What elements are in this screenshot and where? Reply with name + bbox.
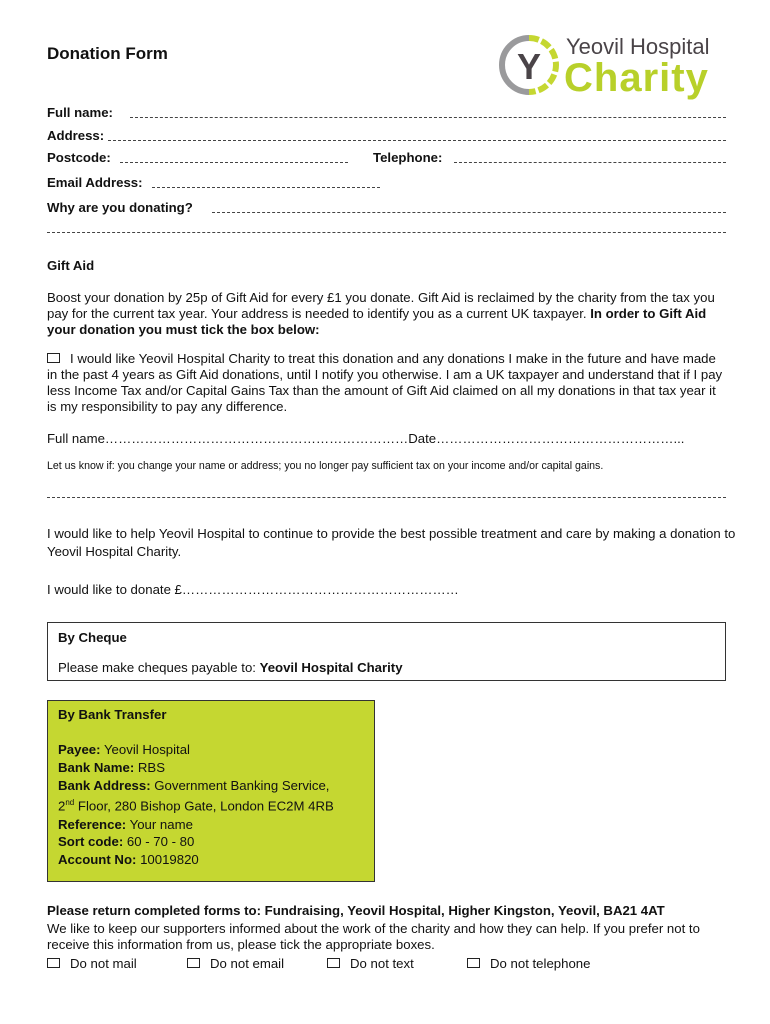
why-field[interactable] <box>212 212 726 213</box>
logo-emblem-icon <box>498 34 560 96</box>
bank-detail-row: Reference: Your name <box>58 816 193 832</box>
telephone-label: Telephone: <box>373 150 443 165</box>
bank-detail-row: 2nd Floor, 280 Bishop Gate, London EC2M 4RB <box>58 798 334 814</box>
checkbox[interactable] <box>467 958 480 968</box>
donate-amount-field[interactable]: I would like to donate £……………………………………………………… <box>47 582 459 597</box>
email-label: Email Address: <box>47 175 143 190</box>
cheque-text: Please make cheques payable to: Yeovil Hospital Charity <box>58 660 403 675</box>
address-label: Address: <box>47 128 105 143</box>
return-address: Please return completed forms to: Fundraising, Yeovil Hospital, Higher Kingston, Yeovil, BA21 4AT <box>47 903 665 918</box>
checkbox[interactable] <box>47 958 60 968</box>
gift-aid-notice: Let us know if: you change your name or address; you no longer pay sufficient tax on your income and/or capital gains. <box>47 460 604 472</box>
cheque-box <box>47 622 726 681</box>
postcode-label: Postcode: <box>47 150 111 165</box>
contact-option[interactable]: Do not email <box>187 956 284 971</box>
charity-logo <box>498 32 733 104</box>
bank-detail-row: Payee: Yeovil Hospital <box>58 742 190 757</box>
divider <box>47 497 726 498</box>
contact-option[interactable]: Do not mail <box>47 956 137 971</box>
full-name-label: Full name: <box>47 105 113 120</box>
postcode-field[interactable] <box>120 162 348 163</box>
bank-heading: By Bank Transfer <box>58 707 167 722</box>
cheque-heading: By Cheque <box>58 630 127 645</box>
contact-preferences-info: We like to keep our supporters informed about the work of the charity and how they can help. If you prefer not to receive this information from us, please tick the appropriate boxes. <box>47 921 700 952</box>
contact-option[interactable]: Do not telephone <box>467 956 590 971</box>
page-title: Donation Form <box>47 44 168 63</box>
email-field[interactable] <box>152 187 380 188</box>
gift-aid-checkbox[interactable] <box>47 353 60 363</box>
bank-detail-row: Bank Name: RBS <box>58 759 166 775</box>
full-name-field[interactable] <box>130 117 726 118</box>
gift-aid-declaration: I would like Yeovil Hospital Charity to treat this donation and any donations I make in the future and have made in the past 4 years as Gift Aid donations, until I notify you otherwise. I am a UK taxpayer and understand that if I pay less Income Tax and/or Capital Gains Tax than the amount of Gift Aid claimed on all my donations in that tax year it is my responsibility to pay any difference. <box>47 351 723 414</box>
logo-letter: Y <box>516 46 542 87</box>
bank-transfer-box <box>47 700 375 882</box>
logo-line2: Charity <box>564 56 709 100</box>
divider <box>47 232 726 233</box>
telephone-field[interactable] <box>454 162 726 163</box>
bank-detail-row: Account No: 10019820 <box>58 852 199 868</box>
gift-aid-signature-line[interactable]: Full name……………………………………………………………Date………………………………………………... <box>47 431 685 446</box>
checkbox[interactable] <box>187 958 200 968</box>
address-field[interactable] <box>108 140 726 141</box>
bank-detail-row: Sort code: 60 - 70 - 80 <box>58 834 195 850</box>
gift-aid-heading: Gift Aid <box>47 258 95 273</box>
checkbox[interactable] <box>327 958 340 968</box>
bank-detail-row: Bank Address: Government Banking Service, <box>58 777 330 793</box>
logo-line1: Yeovil Hospital <box>566 34 710 59</box>
why-label: Why are you donating? <box>47 200 193 215</box>
bank-details <box>58 741 334 869</box>
donate-text: I would like to help Yeovil Hospital to continue to provide the best possible treatment and care by making a donation to Yeovil Hospital Charity. <box>47 526 736 559</box>
contact-option[interactable]: Do not text <box>327 956 414 971</box>
gift-aid-intro: Boost your donation by 25p of Gift Aid for every £1 you donate. Gift Aid is reclaimed by the charity from the tax you pay for the current tax year. Your address is needed to identify you as a current UK taxpayer. In order to Gift Aid your donation you must tick the box below: <box>47 290 715 337</box>
